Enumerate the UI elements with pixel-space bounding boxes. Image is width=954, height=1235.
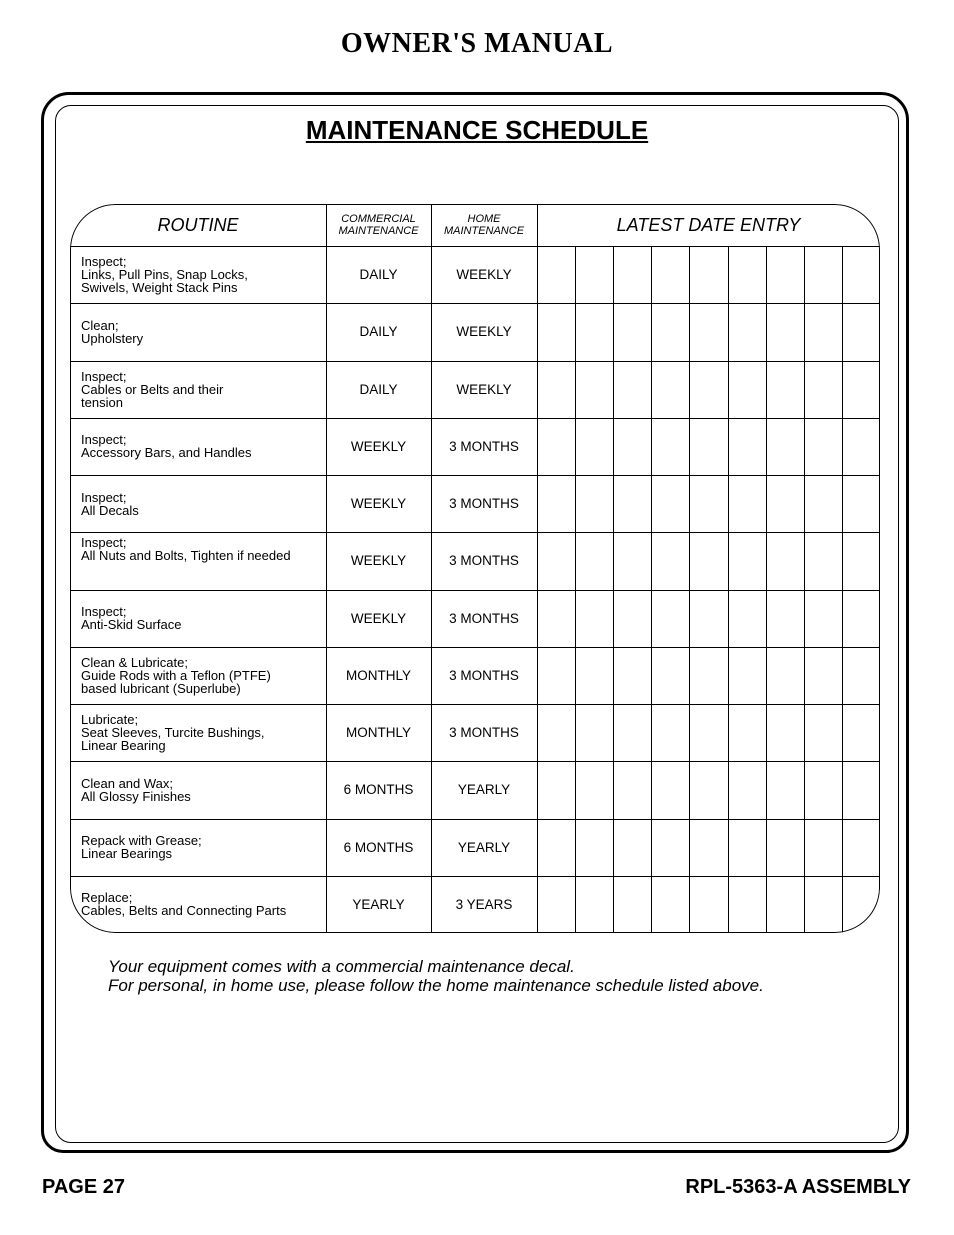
home-frequency-cell: YEARLY <box>457 782 511 798</box>
commercial-frequency-cell: MONTHLY <box>345 667 411 683</box>
home-frequency-cell: WEEKLY <box>456 324 512 340</box>
manual-title: OWNER'S MANUAL <box>340 28 614 59</box>
header-latest-date-entry: LATEST DATE ENTRY <box>616 214 801 235</box>
note-line-1: Your equipment comes with a commercial maintenance decal. <box>108 957 575 976</box>
header-home <box>431 204 537 246</box>
commercial-frequency-cell: WEEKLY <box>350 610 407 626</box>
header-home-line2: MAINTENANCE <box>443 225 525 237</box>
home-frequency-cell: WEEKLY <box>456 267 512 283</box>
maintenance-schedule-table <box>70 204 880 933</box>
note-line-2: For personal, in home use, please follow the home maintenance schedule listed above. <box>108 976 764 995</box>
document-id: RPL-5363-A ASSEMBLY <box>685 1176 911 1198</box>
home-frequency-cell: 3 MONTHS <box>449 496 519 512</box>
home-frequency-cell: 3 MONTHS <box>449 725 519 741</box>
header-commercial-line2: MAINTENANCE <box>338 225 419 237</box>
routine-cell: Inspect; Anti-Skid Surface <box>81 604 182 633</box>
routine-cell: Lubricate; Seat Sleeves, Turcite Bushings, Linear Bearing <box>81 712 265 754</box>
header-commercial-line1: COMMERCIAL <box>341 213 416 225</box>
home-frequency-cell: WEEKLY <box>456 381 512 397</box>
page-number: PAGE 27 <box>42 1176 125 1198</box>
routine-cell: Inspect; Links, Pull Pins, Snap Locks, Swivels, Weight Stack Pins <box>81 254 248 296</box>
commercial-frequency-cell: 6 MONTHS <box>343 782 414 798</box>
section-title: MAINTENANCE SCHEDULE <box>305 115 649 145</box>
header-routine: ROUTINE <box>157 214 239 235</box>
routine-cell: Clean & Lubricate; Guide Rods with a Teflon (PTFE) based lubricant (Superlube) <box>81 654 271 696</box>
commercial-frequency-cell: DAILY <box>359 324 398 340</box>
commercial-frequency-cell: YEARLY <box>352 896 405 912</box>
home-frequency-cell: 3 MONTHS <box>449 610 519 626</box>
home-frequency-cell: 3 MONTHS <box>449 553 519 569</box>
routine-cell: Inspect; All Nuts and Bolts, Tighten if needed <box>81 535 291 564</box>
commercial-frequency-cell: DAILY <box>359 381 398 397</box>
routine-cell: Clean; Upholstery <box>81 317 144 346</box>
routine-cell: Replace; Cables, Belts and Connecting Parts <box>81 890 287 919</box>
commercial-frequency-cell: WEEKLY <box>350 496 407 512</box>
header-commercial <box>326 204 431 246</box>
home-frequency-cell: 3 MONTHS <box>449 438 519 454</box>
commercial-frequency-cell: MONTHLY <box>345 725 411 741</box>
routine-cell: Clean and Wax; All Glossy Finishes <box>81 775 191 804</box>
commercial-frequency-cell: DAILY <box>359 267 398 283</box>
routine-cell: Repack with Grease; Linear Bearings <box>81 833 202 862</box>
home-frequency-cell: 3 YEARS <box>455 896 513 912</box>
routine-cell: Inspect; Accessory Bars, and Handles <box>81 432 252 461</box>
routine-cell: Inspect; Cables or Belts and their tension <box>81 368 224 410</box>
commercial-frequency-cell: WEEKLY <box>350 553 407 569</box>
commercial-frequency-cell: 6 MONTHS <box>343 839 414 855</box>
maintenance-note <box>108 957 764 995</box>
home-frequency-cell: 3 MONTHS <box>449 667 519 683</box>
header-home-line1: HOME <box>467 213 501 225</box>
home-frequency-cell: YEARLY <box>457 839 511 855</box>
commercial-frequency-cell: WEEKLY <box>350 438 407 454</box>
routine-cell: Inspect; All Decals <box>81 489 139 518</box>
